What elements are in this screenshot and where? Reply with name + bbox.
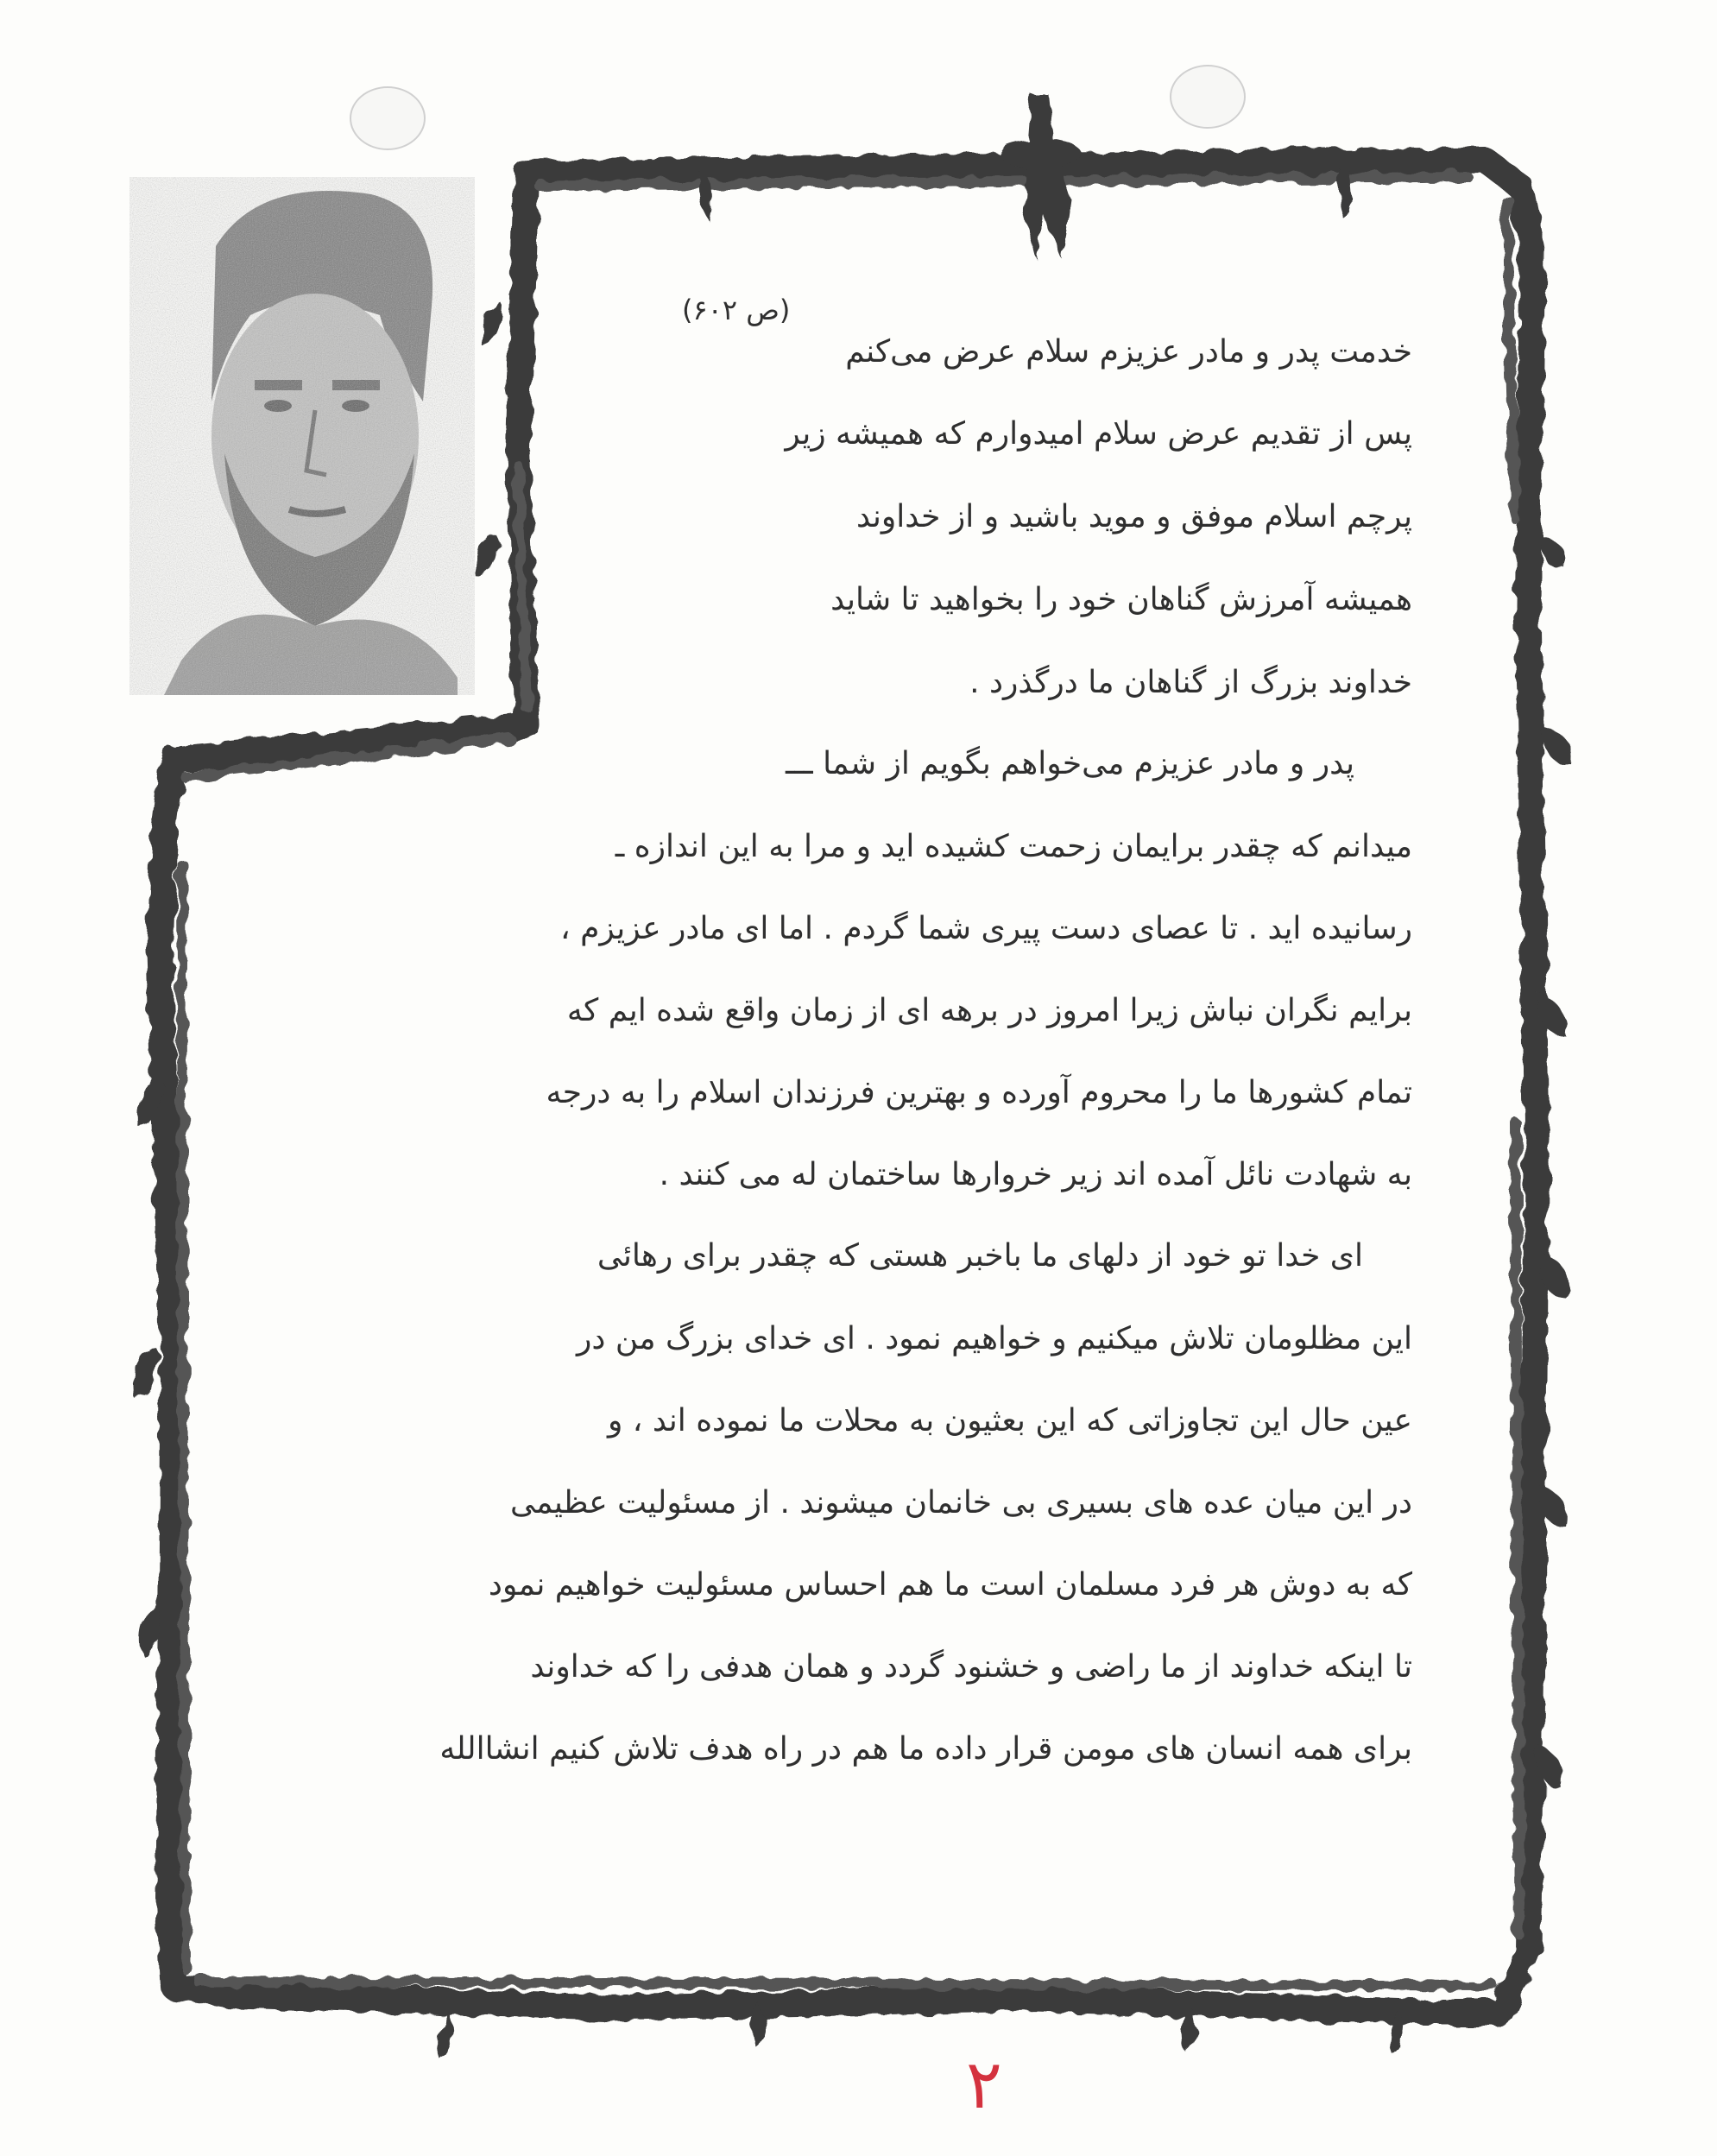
letter-line-9: برایم نگران نباش زیرا امروز در برهه ای از زمان واقع شده ایم که — [566, 993, 1412, 1028]
letter-line-2: پس از تقدیم عرض سلام امیدوارم که همیشه زیر — [785, 416, 1412, 452]
punch-hole-left — [350, 86, 426, 150]
letter-line-16: که به دوش هر فرد مسلمان است ما هم احساس مسئولیت خواهیم نمود — [488, 1567, 1412, 1603]
page-number: ۲ — [966, 2046, 1002, 2124]
letter-line-7: میدانم که چقدر برایمان زحمت کشیده اید و مرا به این اندازه ـ — [615, 829, 1412, 864]
punch-hole-right — [1170, 65, 1246, 129]
letter-line-13: این مظلومان تلاش میکنیم و خواهیم نمود . ای خدای بزرگ من در — [577, 1321, 1412, 1356]
letter-line-1: خدمت پدر و مادر عزیزم سلام عرض می‌کنم — [845, 334, 1412, 370]
letter-line-11: به شهادت نائل آمده اند زیر خروارها ساختمان له می کنند . — [659, 1157, 1412, 1192]
letter-line-10: تمام کشورها ما را محروم آورده و بهترین فرزندان اسلام را به درجه — [546, 1075, 1412, 1110]
portrait-photo — [129, 177, 475, 695]
letter-line-6: پدر و مادر عزیزم می‌خواهم بگویم از شما ـــ — [786, 746, 1354, 781]
letter-line-14: عین حال این تجاوزاتی که این بعثیون به محلات ما نموده اند ، و — [607, 1403, 1412, 1438]
page-reference: (ص ۶۰۲) — [682, 294, 791, 326]
letter-line-5: خداوند بزرگ از گناهان ما درگذرد . — [969, 665, 1412, 700]
letter-line-18: برای همه انسان های مومن قرار داده ما هم در راه هدف تلاش کنیم انشاالله — [439, 1731, 1412, 1767]
letter-line-15: در این میان عده های بسیری بی خانمان میشوند . از مسئولیت عظیمی — [510, 1485, 1412, 1521]
letter-line-17: تا اینکه خداوند از ما راضی و خشنود گردد و همان هدفی را که خداوند — [530, 1649, 1412, 1685]
letter-line-4: همیشه آمرزش گناهان خود را بخواهید تا شاید — [830, 582, 1412, 617]
letter-line-3: پرچم اسلام موفق و موید باشید و از خداوند — [855, 499, 1412, 534]
letter-line-12: ای خدا تو خود از دلهای ما باخبر هستی که چقدر برای رهائی — [597, 1238, 1363, 1274]
letter-line-8: رسانیده اید . تا عصای دست پیری شما گردم . اما ای مادر عزیزم ، — [560, 911, 1412, 946]
